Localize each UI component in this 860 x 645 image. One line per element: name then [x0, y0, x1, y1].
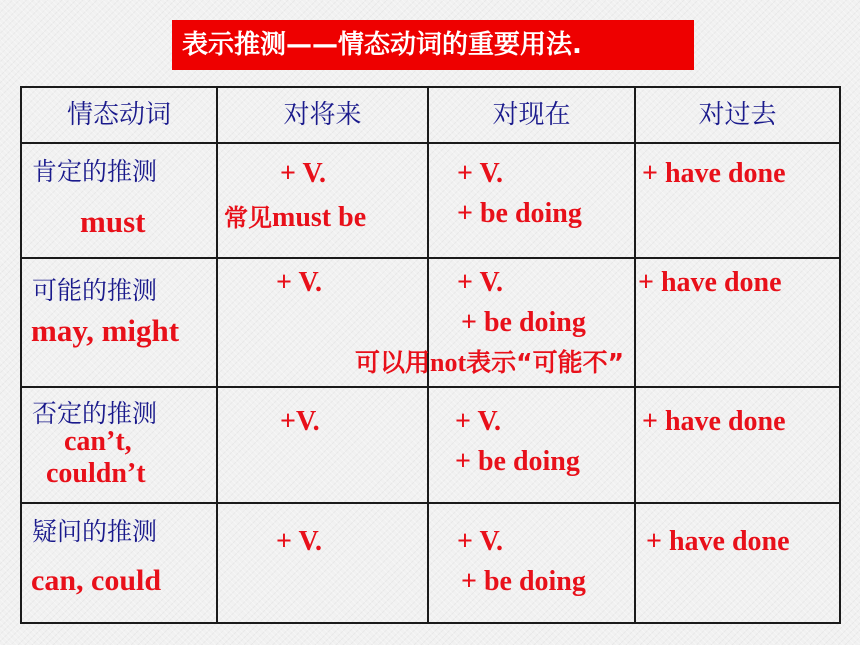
present-cell: [428, 503, 635, 623]
past-form: + have done: [642, 406, 786, 437]
present-form-2: + be doing: [455, 446, 580, 477]
present-form-2: + be doing: [461, 307, 586, 338]
present-form-1: + V.: [457, 158, 504, 189]
row-label: 肯定的推测: [32, 157, 158, 186]
table-row: [21, 503, 840, 623]
usage-note: [355, 343, 624, 379]
row-label: 可能的推测: [32, 276, 158, 305]
future-note-en: must be: [272, 202, 367, 233]
present-form-1: + V.: [455, 406, 502, 437]
past-form: + have done: [642, 158, 786, 189]
table-header-row: [21, 87, 840, 143]
modal-verbs: may, might: [31, 313, 180, 348]
future-cell: [217, 387, 428, 503]
row-label: 疑问的推测: [32, 517, 158, 546]
future-form: + V.: [276, 526, 323, 557]
row-label-cell: [21, 258, 217, 387]
past-cell: [635, 387, 840, 503]
future-form: +V.: [280, 406, 320, 437]
note-suffix: 表示“可能不”: [466, 348, 625, 377]
future-note: [224, 198, 366, 234]
row-label-cell: [21, 503, 217, 623]
modal-verbs: can, could: [31, 564, 162, 597]
future-form: + V.: [276, 267, 323, 298]
future-cell: [217, 143, 428, 258]
past-cell: [635, 258, 840, 387]
note-word: not: [430, 348, 467, 377]
page-title: 表示推测——情态动词的重要用法.: [172, 20, 694, 70]
header-future: 对将来: [217, 87, 428, 143]
header-past: 对过去: [635, 87, 840, 143]
row-label-cell: [21, 143, 217, 258]
present-form-1: + V.: [457, 267, 504, 298]
table-row: [21, 387, 840, 503]
present-form-2: + be doing: [457, 198, 582, 229]
present-cell: [428, 387, 635, 503]
modal-verbs: must: [80, 204, 146, 239]
present-cell: [428, 143, 635, 258]
past-form: + have done: [638, 267, 782, 298]
header-present: 对现在: [428, 87, 635, 143]
future-cell: [217, 503, 428, 623]
future-note-cn: 常见: [224, 204, 272, 232]
table-row: [21, 143, 840, 258]
past-cell: [635, 143, 840, 258]
future-form: + V.: [280, 158, 327, 189]
modal-verbs-line-1: can’t,: [64, 426, 132, 457]
modal-verbs-line-2: couldn’t: [46, 458, 146, 489]
past-cell: [635, 503, 840, 623]
past-form: + have done: [646, 526, 790, 557]
row-label-cell: [21, 387, 217, 503]
header-modal-verbs: 情态动词: [21, 87, 217, 143]
present-form-2: + be doing: [461, 566, 586, 597]
note-prefix: 可以用: [355, 348, 431, 377]
present-form-1: + V.: [457, 526, 504, 557]
row-label: 否定的推测: [32, 399, 158, 428]
